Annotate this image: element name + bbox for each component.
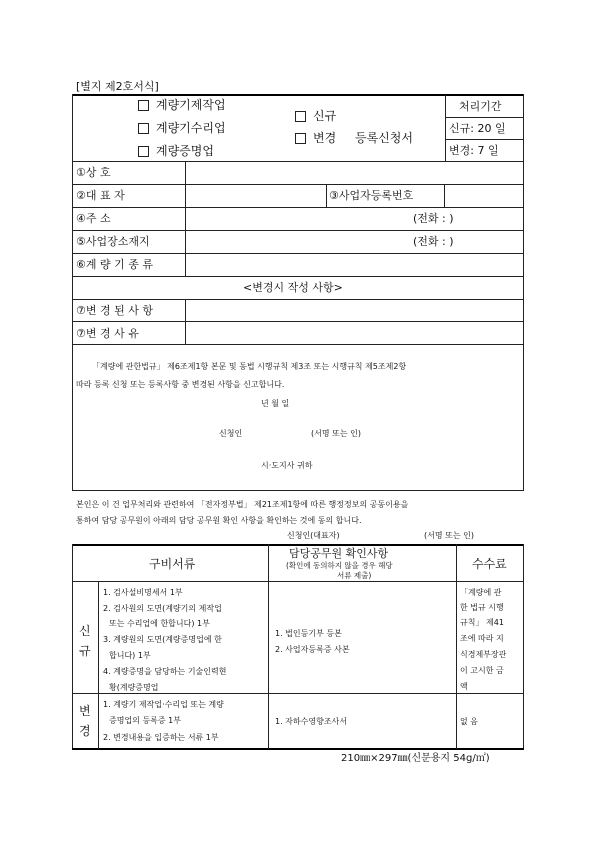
declaration-addressee: 시·도지사 귀하: [261, 461, 313, 470]
trade-name-field[interactable]: [186, 162, 523, 184]
change-doc-3: 2. 변경내용을 입증하는 서류 1부: [103, 733, 219, 742]
consent-top-line: [72, 490, 524, 491]
changed-items-label: ⑦변 경 된 사 항: [76, 304, 153, 317]
address-phone: (전화 : ): [413, 212, 454, 225]
change-doc-2: 증명업의 등록증 1부: [109, 716, 181, 725]
declaration-signature: (서명 또는 인): [311, 429, 361, 438]
new-fee-7: 액: [460, 682, 468, 691]
row-line: [72, 276, 524, 277]
consent-line-2: 통하여 담당 공무원이 아래의 담당 공무원 확인 사항을 확인하는 것에 동의 합니다.: [76, 516, 362, 525]
declaration-date: 년 월 일: [261, 399, 290, 408]
consent-applicant: 신청인(대표자): [287, 531, 340, 540]
trade-name-label: ①상 호: [76, 166, 111, 179]
official-check-note-2: 서류 제출): [337, 571, 372, 580]
meter-type-label: ⑥계 량 기 종 류: [76, 258, 153, 271]
representative-field[interactable]: [186, 185, 326, 207]
application-type-change: 변경: [313, 131, 337, 145]
checkbox-change[interactable]: [295, 133, 306, 144]
processing-period-change: 변경: 7 일: [449, 144, 499, 157]
paper-spec: 210㎜×297㎜(신문용지 54g/㎡): [341, 753, 490, 764]
new-fee-3: 규칙」 제41: [460, 618, 504, 627]
new-fee-4: 조에 따라 지: [460, 634, 504, 643]
business-location-label: ⑤사업장소재지: [76, 235, 150, 248]
declaration-applicant: 신청인: [219, 429, 243, 438]
new-check-2: 2. 사업자등록증 사본: [275, 645, 350, 654]
table-checks-divider: [456, 544, 457, 749]
new-doc-5: 합니다) 1부: [109, 651, 151, 660]
change-doc-1: 1. 계량기 제작업·수리업 또는 계량: [103, 700, 224, 709]
official-check-header: 담당공무원 확인사항: [289, 547, 389, 560]
right-border: [523, 94, 524, 344]
declaration-left-border: [72, 344, 73, 490]
business-type-certification: 계량증명업: [156, 144, 214, 158]
new-doc-2: 2. 검사원의 도면(계량기의 제작업: [103, 604, 222, 613]
new-doc-3: 또는 수리업에 한합니다) 1부: [109, 619, 210, 628]
header-divider: [445, 95, 446, 161]
table-label-divider: [98, 581, 99, 749]
checkbox-new[interactable]: [295, 111, 306, 122]
application-type-new: 신규: [313, 109, 337, 123]
change-fee: 없 음: [460, 717, 478, 726]
checkbox-certification[interactable]: [138, 146, 149, 157]
table-docs-divider: [268, 544, 269, 749]
processing-period-new: 신규: 20 일: [449, 122, 506, 135]
left-border: [72, 94, 73, 344]
form-label: [별지 제2호서식]: [76, 80, 159, 93]
processing-period-label: 처리기간: [459, 100, 502, 113]
declaration-right-border: [523, 344, 524, 490]
official-check-note-1: (확인에 동의하지 않을 경우 해당: [286, 561, 393, 570]
checkbox-manufacturing[interactable]: [138, 100, 149, 111]
business-reg-no-field[interactable]: [445, 185, 523, 207]
top-border: [72, 94, 524, 96]
table-right-border: [523, 544, 524, 749]
new-fee-6: 이 고시한 금: [460, 666, 504, 675]
new-row-label-1: 신: [79, 624, 91, 638]
fee-header: 수수료: [472, 557, 507, 571]
business-reg-no-label: ③사업자등록번호: [329, 189, 414, 202]
change-reason-label: ⑦변 경 사 유: [76, 327, 139, 340]
change-row-label-1: 변: [79, 704, 91, 718]
change-reason-field[interactable]: [186, 322, 523, 344]
new-doc-4: 3. 계량원의 도면(계량증명업에 한: [103, 635, 222, 644]
new-row-label-2: 규: [79, 644, 91, 658]
new-check-1: 1. 법인등기부 등본: [275, 629, 342, 638]
new-fee-5: 식경제부장관: [460, 650, 507, 659]
changed-items-field[interactable]: [186, 300, 523, 321]
business-location-phone: (전화 : ): [413, 235, 454, 248]
address-label: ④주 소: [76, 212, 111, 225]
new-doc-7: 황(계량증명업: [109, 683, 159, 692]
meter-type-field[interactable]: [186, 254, 523, 276]
change-section-heading: <변경시 작성 사항>: [243, 281, 343, 294]
business-type-repair: 계량기수리업: [156, 121, 226, 135]
new-doc-6: 4. 계량증명을 담당하는 기술인력현: [103, 667, 227, 676]
reg-no-divider: [326, 184, 327, 207]
address-field[interactable]: [186, 208, 406, 230]
new-doc-1: 1. 검사설비명세서 1부: [103, 588, 183, 597]
new-fee-2: 한 법규 시행: [460, 603, 504, 612]
new-fee-1: 「계량에 관: [460, 588, 502, 597]
header-line-2: [445, 139, 523, 140]
table-left-border: [72, 544, 73, 749]
representative-label: ②대 표 자: [76, 189, 125, 202]
documents-header: 구비서류: [149, 557, 196, 571]
consent-line-1: 본인은 이 건 업무처리와 관련하여 「전자정부법」 제21조제1항에 따른 행정정보의 공동이용을: [76, 500, 409, 509]
declaration-line-1: 「계량에 관한법규」 제6조제1항 본문 및 동법 시행규칙 제3조 또는 시행규칙 제5조제2항: [92, 362, 407, 371]
change-row-label-2: 경: [79, 724, 91, 738]
change-check-1: 1. 자하수영향조사서: [275, 717, 347, 726]
consent-signature: (서명 또는 인): [424, 531, 474, 540]
checkbox-repair[interactable]: [138, 123, 149, 134]
business-location-field[interactable]: [186, 231, 406, 253]
business-type-manufacturing: 계량기제작업: [156, 98, 226, 112]
form-title: 등록신청서: [355, 131, 413, 145]
header-line-1: [445, 117, 523, 118]
row-line: [72, 344, 524, 345]
declaration-line-2: 따라 등록 신청 또는 등록사항 중 변경된 사항을 신고합니다.: [76, 380, 285, 389]
